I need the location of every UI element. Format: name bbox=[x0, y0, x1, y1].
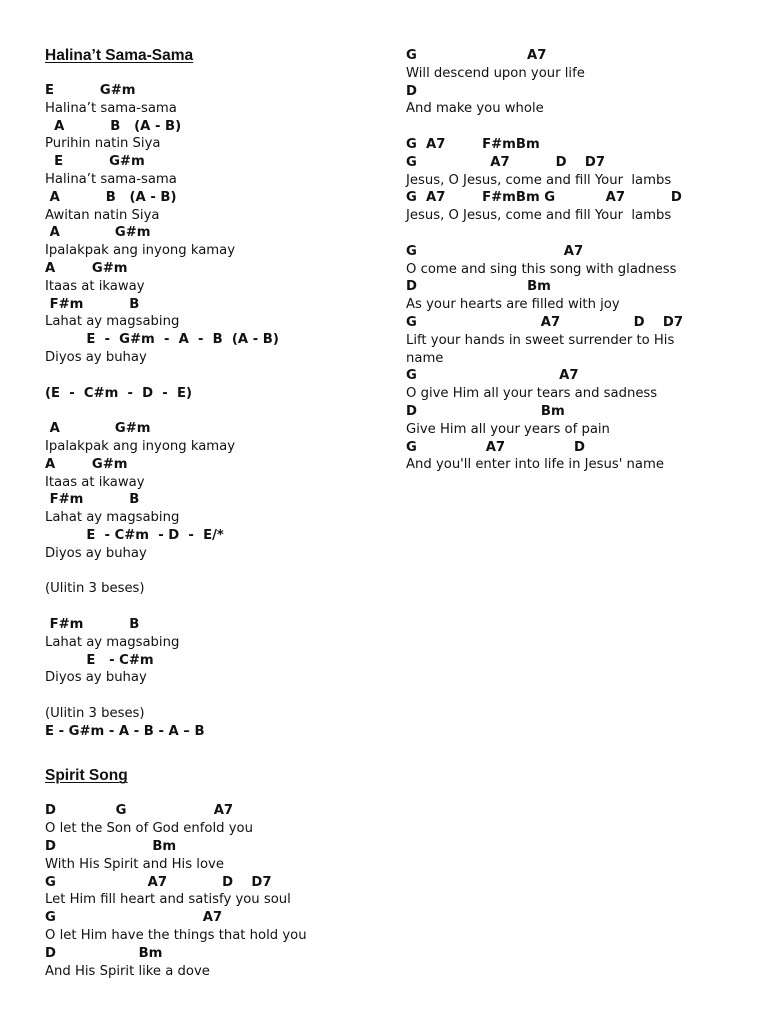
lyric-line: Ipalakpak ang inyong kamay bbox=[45, 243, 236, 259]
chord-line: A G#m bbox=[45, 421, 151, 437]
chord-line: D G A7 bbox=[45, 803, 234, 819]
blank-line bbox=[45, 367, 390, 385]
lyric-line: As your hearts are filled with joy bbox=[406, 297, 620, 313]
blank-line bbox=[45, 598, 390, 616]
chord-line: D Bm bbox=[45, 839, 177, 855]
lyric-line: Lahat ay magsabing bbox=[45, 510, 180, 526]
chord-line: F#m B bbox=[45, 616, 140, 632]
chord-line: G A7 bbox=[45, 910, 223, 926]
lyric-line: Itaas at ikaway bbox=[45, 474, 145, 490]
song-body-spirit bbox=[45, 802, 390, 980]
lyric-line: With His Spirit and His love bbox=[45, 856, 224, 872]
chord-line: D Bm bbox=[45, 945, 163, 961]
chord-line: A G#m bbox=[45, 225, 151, 241]
lyric-line: O give Him all your tears and sadness bbox=[406, 386, 658, 402]
lyric-line: Awitan natin Siya bbox=[45, 207, 160, 223]
chord-line: E - C#m - D - E/* bbox=[45, 527, 224, 543]
chord-line: A G#m bbox=[45, 260, 128, 276]
chord-line: E G#m bbox=[45, 154, 145, 170]
lyric-line: Lahat ay magsabing bbox=[45, 634, 180, 650]
section-spacer bbox=[45, 740, 390, 766]
chord-line: G A7 D D7 bbox=[406, 314, 684, 330]
chord-line: E G#m bbox=[45, 83, 136, 98]
chord-line: (E - C#m - D - E) bbox=[45, 385, 193, 401]
lyric-line: Diyos ay buhay bbox=[45, 349, 147, 365]
blank-line bbox=[45, 402, 390, 420]
lyric-line: Itaas at ikaway bbox=[45, 278, 145, 294]
lyric-line: Halina’t sama-sama bbox=[45, 171, 177, 187]
chord-line: E - G#m - A - B (A - B) bbox=[45, 332, 279, 348]
lyric-line: And make you whole bbox=[406, 101, 544, 117]
lyric-line: Purihin natin Siya bbox=[45, 136, 161, 152]
song-body-halina bbox=[45, 82, 390, 740]
lyric-line: O come and sing this song with gladness bbox=[406, 261, 677, 277]
chord-line: D Bm bbox=[406, 403, 565, 419]
chord-line: G A7 F#mBm bbox=[406, 136, 540, 152]
chord-line: A G#m bbox=[45, 456, 128, 472]
blank-line bbox=[45, 687, 390, 705]
chord-line: G A7 D D7 bbox=[406, 154, 606, 170]
song-title-halina: Halina’t Sama-Sama bbox=[45, 47, 194, 64]
lyric-line: And His Spirit like a dove bbox=[45, 963, 210, 979]
chord-line: G A7 F#mBm G A7 D bbox=[406, 190, 682, 206]
chord-line: F#m B bbox=[45, 296, 140, 312]
lyric-line: And you'll enter into life in Jesus' name bbox=[406, 457, 664, 473]
song-title-spirit: Spirit Song bbox=[45, 767, 128, 785]
left-column bbox=[45, 46, 390, 980]
chord-line: G A7 bbox=[406, 243, 584, 259]
chord-line: F#m B bbox=[45, 492, 140, 508]
lyric-line: Halina’t sama-sama bbox=[45, 100, 177, 116]
lyric-line: Give Him all your years of pain bbox=[406, 421, 610, 437]
chord-line: D bbox=[406, 83, 417, 99]
blank-line bbox=[45, 563, 390, 581]
lyric-line: Jesus, O Jesus, come and fill Your lambs bbox=[406, 208, 672, 224]
blank-line bbox=[406, 118, 751, 136]
chord-line: G A7 bbox=[406, 368, 579, 384]
chord-line: G A7 D D7 bbox=[45, 874, 272, 890]
chord-line: G A7 bbox=[406, 48, 547, 63]
lyric-line: (Ulitin 3 beses) bbox=[45, 581, 145, 597]
lyric-line: Diyos ay buhay bbox=[45, 670, 147, 686]
lyric-line: name bbox=[406, 350, 444, 366]
chord-line: G A7 D bbox=[406, 439, 585, 455]
chord-line: E - G#m - A - B - A – B bbox=[45, 723, 205, 739]
chord-line: A B (A - B) bbox=[45, 189, 177, 205]
lyric-line: Ipalakpak ang inyong kamay bbox=[45, 438, 236, 454]
lyric-line: Will descend upon your life bbox=[406, 65, 585, 81]
song-body-spirit-continued bbox=[406, 47, 751, 474]
chord-line: A B (A - B) bbox=[45, 118, 182, 134]
lyric-line: O let the Son of God enfold you bbox=[45, 821, 253, 837]
lyric-line: (Ulitin 3 beses) bbox=[45, 705, 145, 721]
lyric-line: Let Him fill heart and satisfy you soul bbox=[45, 892, 291, 908]
lyric-line: Lahat ay magsabing bbox=[45, 314, 180, 330]
lyric-line: Diyos ay buhay bbox=[45, 545, 147, 561]
blank-line bbox=[406, 225, 751, 243]
lyric-line: Lift your hands in sweet surrender to His bbox=[406, 332, 675, 348]
lyric-line: Jesus, O Jesus, come and fill Your lambs bbox=[406, 172, 672, 188]
right-column bbox=[406, 47, 751, 474]
chord-line: D Bm bbox=[406, 279, 551, 295]
lyric-line: O let Him have the things that hold you bbox=[45, 928, 307, 944]
chord-line: E - C#m bbox=[45, 652, 154, 668]
